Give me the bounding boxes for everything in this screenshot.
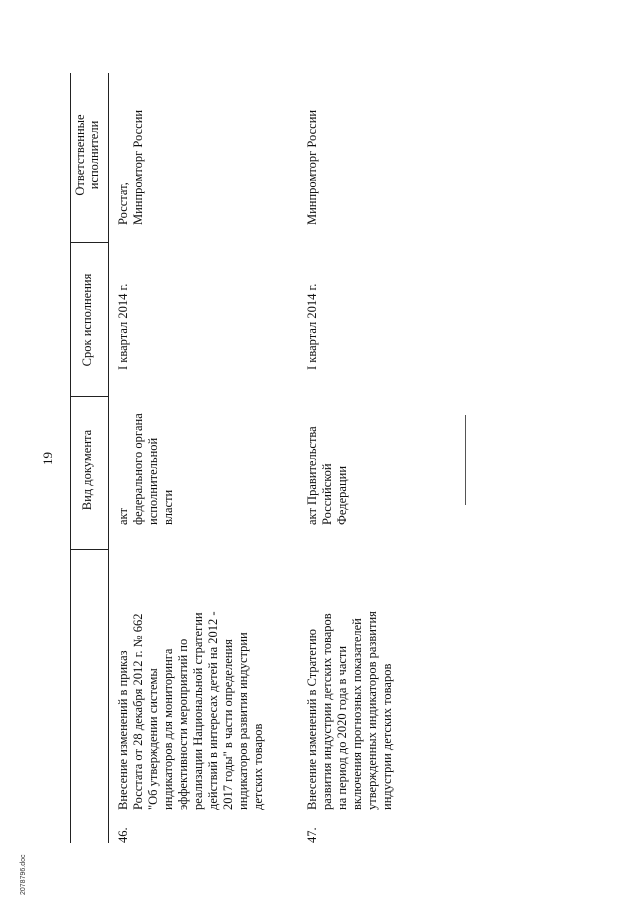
doctype-line: исполнительной [146,437,160,525]
col-divider-1 [70,549,108,550]
row-46-doc-type [116,400,176,525]
desc-line: развития индустрии детских товаров [320,613,334,810]
desc-line: "Об утверждении системы [146,668,160,810]
desc-line: 2017 годы" в части определения [221,639,235,810]
doctype-line: акт [116,508,130,525]
header-responsible-line1: Ответственные [73,114,87,196]
desc-line: Внесение изменений в Стратегию [305,629,319,810]
row-46-responsible [116,75,146,225]
col-divider-3 [70,242,108,243]
row-47-responsible [305,75,320,225]
desc-line: индикаторов развития индустрии [236,632,250,810]
doctype-line: Российской [320,463,334,525]
desc-line: Росстата от 28 декабря 2012 г. № 662 [131,613,145,810]
desc-line: реализации Национальной стратегии [191,612,205,810]
header-deadline: Срок исполнения [80,273,94,367]
row-47-description [305,550,395,810]
desc-line: утвержденных индикаторов развития [365,611,379,810]
table-header-bottom-border [108,73,109,843]
header-responsible-line2: исполнители [87,120,101,190]
row-46-deadline: I квартал 2014 г. [116,283,130,370]
header-responsible [73,85,101,225]
desc-line: включения прогнозных показателей [350,618,364,810]
responsible-line: Минпромторг России [131,109,145,225]
desc-line: индустрии детских товаров [380,663,394,810]
desc-line: индикаторов для мониторинга [161,648,175,810]
desc-line: эффективности мероприятий по [176,638,190,810]
row-46-description [116,550,266,810]
table-top-border [70,73,71,843]
row-46-number: 46. [116,827,130,843]
desc-line: детских товаров [251,723,265,810]
responsible-line: Росстат, [116,182,130,225]
end-separator-line [465,415,466,505]
header-doc-type: Вид документа [80,429,94,511]
desc-line: Внесение изменений в приказ [116,650,130,810]
row-47-doc-type [305,400,350,525]
page-number: 19 [40,452,55,465]
row-47-number: 47. [305,827,319,843]
desc-line: действий в интересах детей на 2012 - [206,611,220,810]
desc-line: на период до 2020 года в части [335,645,349,810]
document-filename: 2078796.doc [20,854,27,895]
doctype-line: федерального органа [131,413,145,525]
row-47-deadline: I квартал 2014 г. [305,283,319,370]
responsible-line: Минпромторг России [305,109,319,225]
doctype-line: Федерации [335,465,349,525]
doctype-line: акт Правительства [305,426,319,525]
doctype-line: власти [161,489,175,525]
col-divider-2 [70,396,108,397]
